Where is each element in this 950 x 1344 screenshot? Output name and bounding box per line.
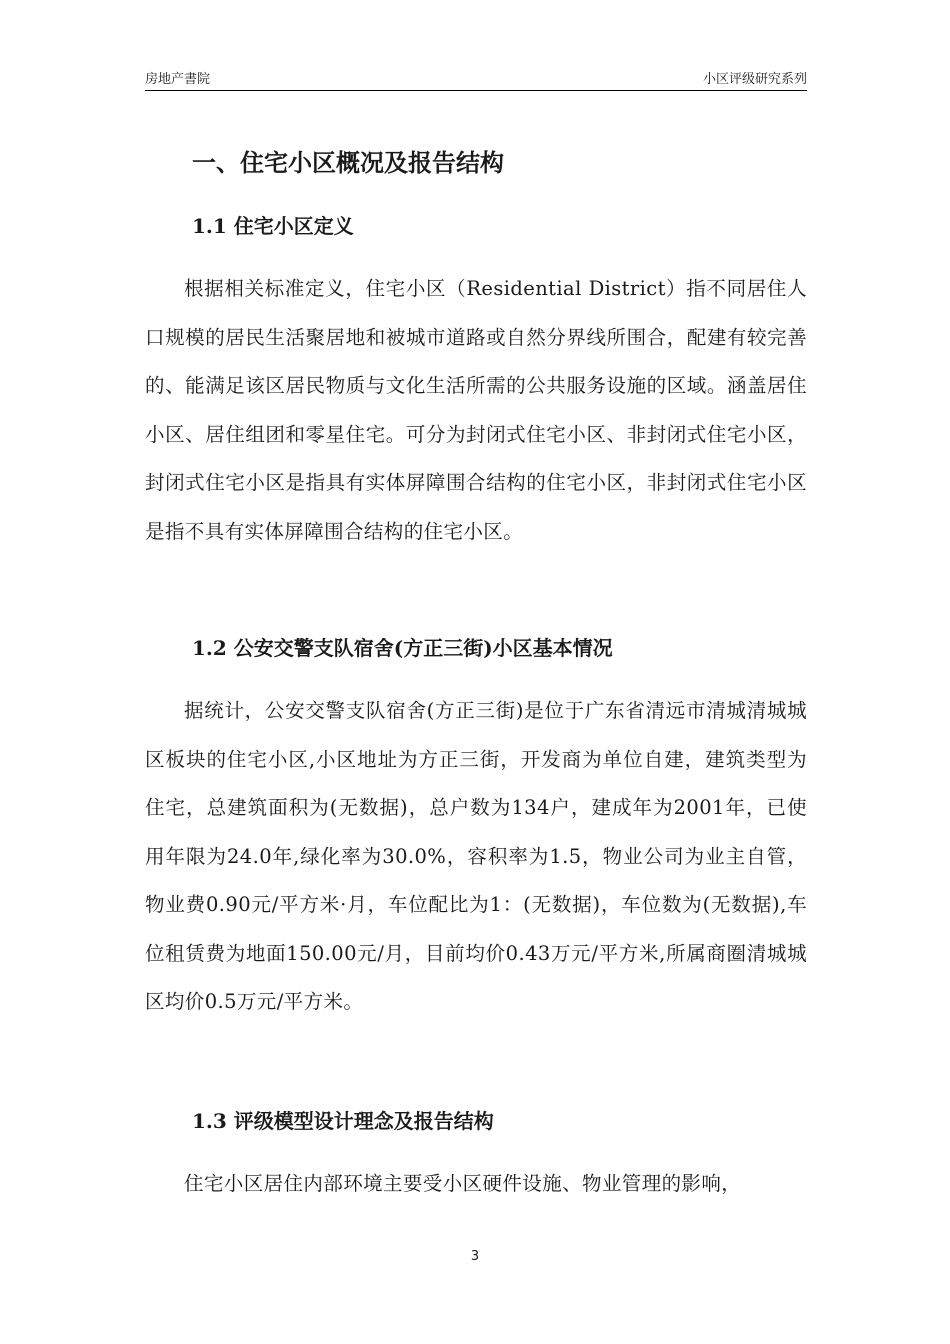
header-publisher: 房地产書院 <box>145 72 211 87</box>
section-heading-1-2: 1.2 公安交警支队宿舍(方正三街)小区基本情况 <box>192 636 613 660</box>
section-body-1-1: 根据相关标准定义，住宅小区（Residential District）指不同居住人口规模的居民生活聚居地和被城市道路或自然分界线所围合，配建有较完善的、能满足该区居民物质与文化生活所需的公共服务设施的区域。涵盖居住小区、居住组团和零星住宅。可分为封闭式住宅小区、非封闭式住宅小区，封闭式住宅小区是指具有实体屏障围合结构的住宅小区，非封闭式住宅小区是指不具有实体屏障围合结构的住宅小区。 <box>145 277 807 543</box>
section-heading-1-3: 1.3 评级模型设计理念及报告结构 <box>192 1109 494 1133</box>
section-body-1-2: 据统计，公安交警支队宿舍(方正三街)是位于广东省清远市清城清城城区板块的住宅小区,小区地址为方正三街，开发商为单位自建，建筑类型为住宅，总建筑面积为(无数据)，总户数为134户，建成年为2001年，已使用年限为24.0年,绿化率为30.0%，容积率为1.5，物业公司为业主自管，物业费0.90元/平方米·月，车位配比为1：(无数据)，车位数为(无数据),车位租赁费为地面150.00元/月，目前均价0.43万元/平方米,所属商圈清城城区均价0.5万元/平方米。 <box>145 699 807 1013</box>
section-heading-1-1: 1.1 住宅小区定义 <box>192 214 354 238</box>
header-series-title: 小区评级研究系列 <box>702 72 807 87</box>
page-number: 3 <box>470 1249 480 1264</box>
chapter-title: 一、住宅小区概况及报告结构 <box>192 148 504 177</box>
page-header <box>145 66 807 91</box>
section-body-1-3: 住宅小区居住内部环境主要受小区硬件设施、物业管理的影响， <box>184 1172 742 1195</box>
